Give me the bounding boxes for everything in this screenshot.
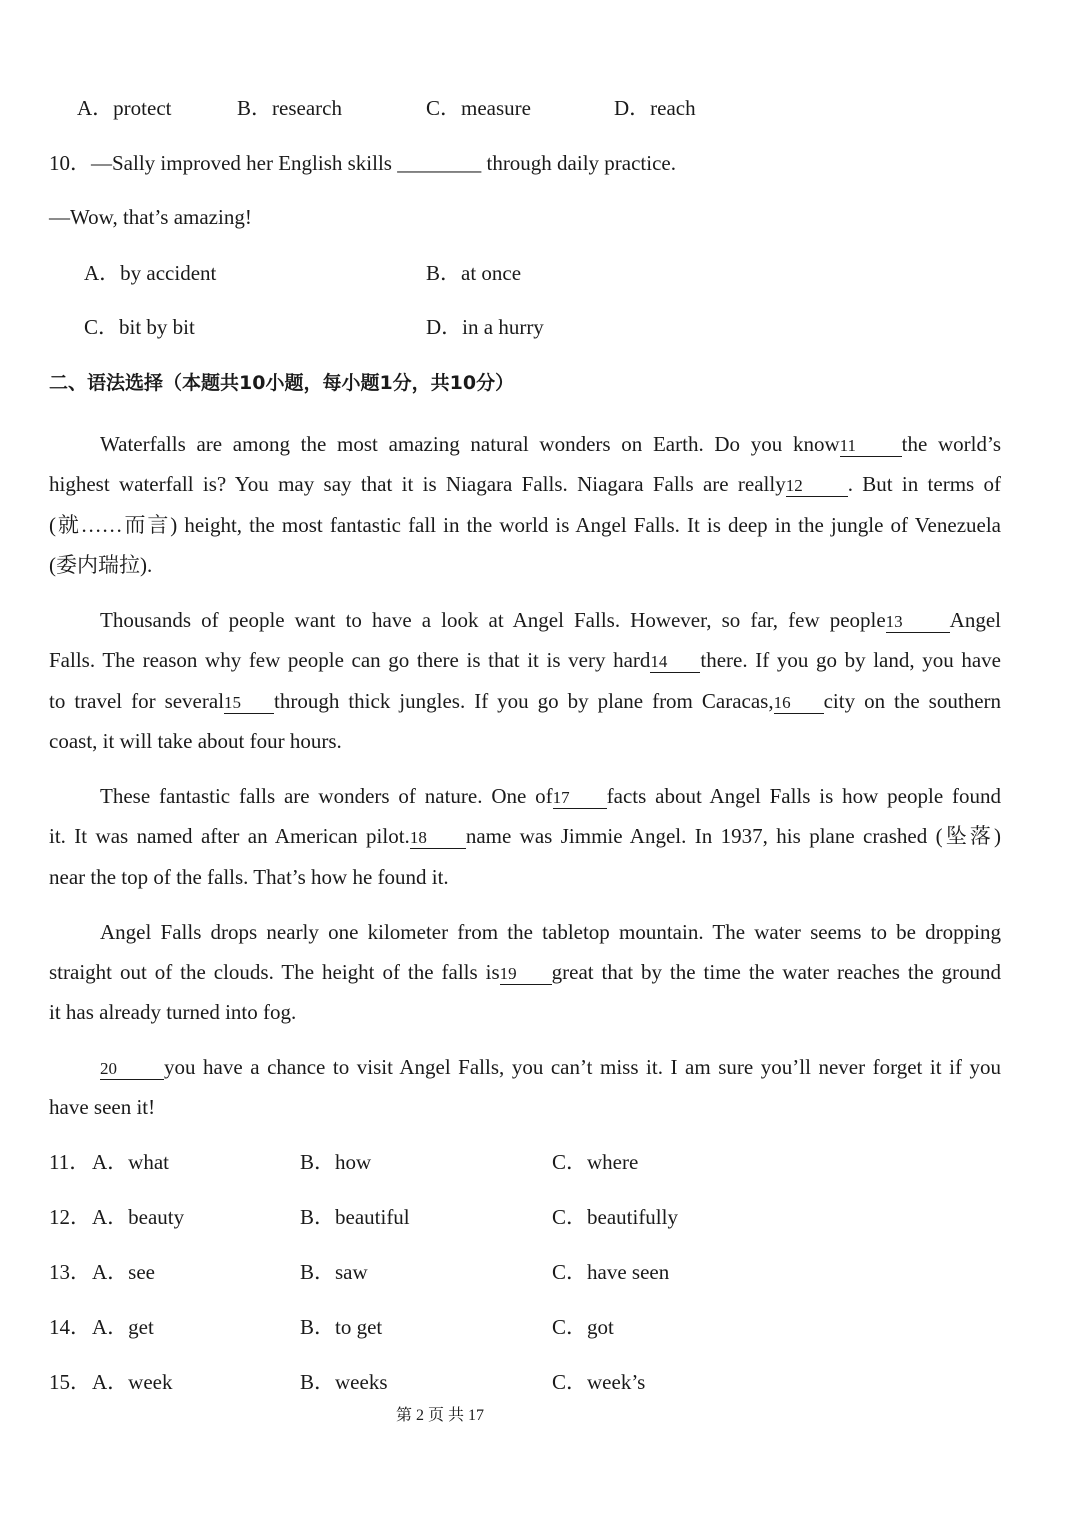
blank-14: 14 [650, 652, 700, 673]
passage-p4-line3: it has already turned into fog. [49, 1000, 297, 1024]
q14-number: 14． [49, 1315, 91, 1339]
q9-option-d: D．reach [614, 96, 696, 120]
p4-text-c: great that by the time the water reaches the ground [551, 960, 1001, 984]
blank-13: 13 [886, 612, 950, 633]
passage-p4-line2 [49, 958, 1001, 986]
q9-option-b: B．research [237, 96, 342, 120]
blank-12: 12 [786, 476, 848, 497]
q11-option-a: A．what [92, 1150, 169, 1174]
q13-option-c: C．have seen [552, 1260, 670, 1284]
blank-20: 20 [100, 1059, 164, 1080]
passage-p5-line2: have seen it! [49, 1095, 156, 1119]
q10-option-b: B．at once [426, 261, 522, 285]
q9-option-a: A．protect [77, 96, 172, 120]
p3-text-d: name was Jimmie Angel. In 1937, his plane crashed (坠落) [465, 824, 1001, 848]
p1-text-b: the world’s [901, 432, 1001, 456]
page-footer: 第 2 页 共 17 [396, 1407, 485, 1424]
p2-text-a: Thousands of people want to have a look at Angel Falls. However, so far, few people [100, 608, 886, 632]
p4-text-a: Angel Falls drops nearly one kilometer from the tabletop mountain. The water seems to be dropping [100, 920, 1001, 944]
p2-text-b: Angel [949, 608, 1001, 632]
q14-option-a: A．get [92, 1315, 154, 1339]
passage-p2-line1 [49, 606, 1001, 634]
passage-p3-line3: near the top of the falls. That’s how he found it. [49, 865, 449, 889]
p2-text-e: to travel for several [49, 689, 225, 713]
passage-p5-line1 [49, 1053, 1001, 1081]
q10-stem-end: through daily practice. [481, 151, 676, 175]
p2-text-c: Falls. The reason why few people can go there is that it is very hard [49, 648, 651, 672]
passage-p4-line1 [49, 918, 1001, 946]
blank-15: 15 [224, 693, 274, 714]
blank-17: 17 [553, 788, 607, 809]
p3-text-c: it. It was named after an American pilot. [49, 824, 410, 848]
p4-text-b: straight out of the clouds. The height of the falls is [49, 960, 500, 984]
passage-p2-line4: coast, it will take about four hours. [49, 729, 342, 753]
q10-option-c: C．bit by bit [84, 315, 195, 339]
passage-p3-line2 [49, 822, 1001, 850]
passage-p1-line3 [49, 511, 1001, 539]
p1-text-d: . But in terms of [847, 472, 1001, 496]
p1-text-a: Waterfalls are among the most amazing natural wonders on Earth. Do you know [100, 432, 840, 456]
q10-option-d: D．in a hurry [426, 315, 544, 339]
q12-option-b: B．beautiful [300, 1205, 410, 1229]
q10-option-a: A．by accident [84, 261, 217, 285]
q13-option-b: B．saw [300, 1260, 368, 1284]
passage-p1-line2 [49, 470, 1001, 498]
p1-text-c: highest waterfall is? You may say that it is Niagara Falls. Niagara Falls are really [49, 472, 786, 496]
q14-option-b: B．to get [300, 1315, 383, 1339]
p3-text-b: facts about Angel Falls is how people found [606, 784, 1001, 808]
passage-p2-line3 [49, 687, 1001, 715]
passage-p3-line1 [49, 782, 1001, 810]
q11-option-c: C．where [552, 1150, 639, 1174]
q10-stem [49, 149, 676, 177]
passage-p2-line2 [49, 646, 1001, 674]
q11-option-b: B．how [300, 1150, 372, 1174]
q12-option-a: A．beauty [92, 1205, 185, 1229]
q15-option-a: A．week [92, 1370, 173, 1394]
p5-text-a: you have a chance to visit Angel Falls, you can’t miss it. I am sure you’ll never forget it if you [164, 1055, 1001, 1079]
q14-option-c: C．got [552, 1315, 614, 1339]
p2-text-f: through thick jungles. If you go by plane from Caracas, [274, 689, 774, 713]
q9-option-c: C．measure [426, 96, 531, 120]
p1-text-e: (就……而言) height, the most fantastic fall in the world is Angel Falls. It is deep in the jungle of Venezuela [49, 513, 1001, 537]
q11-number: 11． [49, 1150, 91, 1174]
q12-number: 12． [49, 1205, 91, 1229]
blank-11: 11 [840, 436, 902, 457]
q10-reply: —Wow, that’s amazing! [49, 205, 252, 229]
q13-number: 13． [49, 1260, 91, 1284]
p2-text-g: city on the southern [823, 689, 1002, 713]
q15-number: 15． [49, 1370, 91, 1394]
passage-p1-line4: (委内瑞拉). [49, 553, 153, 577]
q12-option-c: C．beautifully [552, 1205, 678, 1229]
q10-stem-start: 10．—Sally improved her English skills [49, 151, 398, 175]
q15-option-b: B．weeks [300, 1370, 388, 1394]
q10-blank: ________ [397, 151, 482, 175]
blank-16: 16 [774, 693, 824, 714]
p3-text-a: These fantastic falls are wonders of nature. One of [100, 784, 553, 808]
passage-p1-line1 [49, 430, 1001, 458]
section-heading: 二、语法选择（本题共10小题，每小题1分，共10分） [49, 372, 515, 394]
blank-19: 19 [500, 964, 552, 985]
blank-18: 18 [410, 828, 466, 849]
p2-text-d: there. If you go by land, you have [700, 648, 1001, 672]
q15-option-c: C．week’s [552, 1370, 646, 1394]
q13-option-a: A．see [92, 1260, 155, 1284]
